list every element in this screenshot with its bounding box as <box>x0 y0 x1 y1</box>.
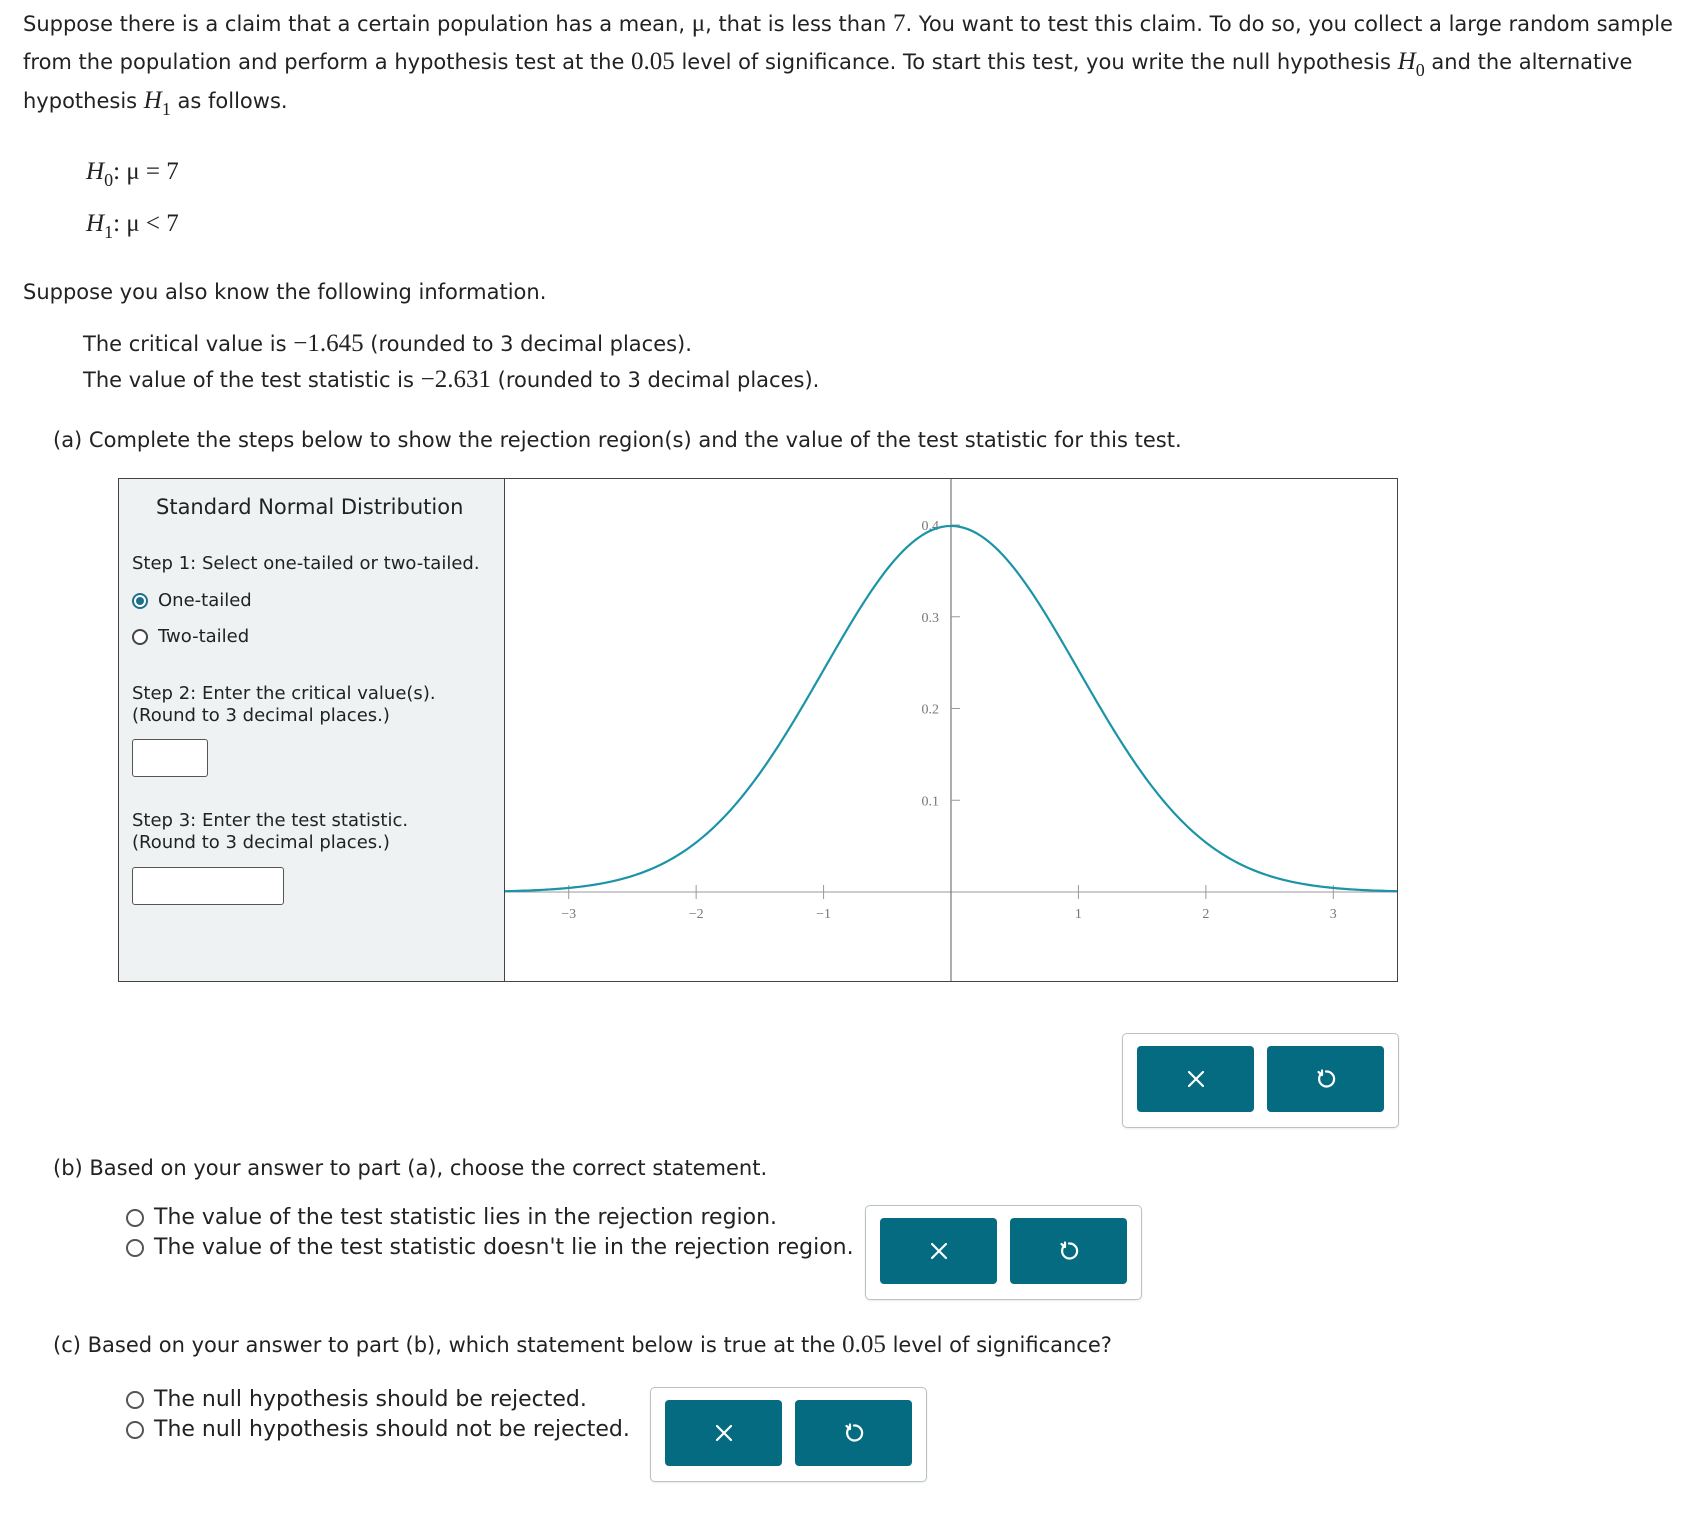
clear-button[interactable] <box>880 1218 997 1284</box>
x-tick-label: 3 <box>1329 907 1337 922</box>
part-c-radio-1[interactable] <box>126 1391 144 1409</box>
x-tick-label: 2 <box>1202 907 1210 922</box>
two-tailed-option[interactable]: Two-tailed <box>132 626 249 647</box>
reset-button[interactable] <box>795 1400 912 1466</box>
clear-button[interactable] <box>665 1400 782 1466</box>
normal-distribution-tool <box>118 478 1398 982</box>
x-tick-label: −2 <box>688 907 704 922</box>
x-tick-marks <box>561 885 1337 922</box>
undo-icon <box>1315 1068 1337 1090</box>
x-tick-label: −1 <box>816 907 832 922</box>
close-icon <box>929 1241 949 1261</box>
undo-icon <box>843 1422 865 1444</box>
two-tailed-radio[interactable] <box>132 629 148 645</box>
part-b-button-group <box>865 1205 1142 1300</box>
one-tailed-option[interactable]: One-tailed <box>132 590 252 611</box>
part-b-radio-1[interactable] <box>126 1209 144 1227</box>
step3-hint: (Round to 3 decimal places.) <box>132 832 390 853</box>
part-c-button-group <box>650 1387 927 1482</box>
test-statistic-input[interactable] <box>132 867 284 905</box>
x-tick-label: 1 <box>1074 907 1082 922</box>
part-a-button-group <box>1122 1033 1399 1128</box>
step1-label: Step 1: Select one-tailed or two-tailed. <box>132 553 480 574</box>
clear-button[interactable] <box>1137 1046 1254 1112</box>
part-c-prompt: (c) Based on your answer to part (b), which statement below is true at the 0.05 level of significance? <box>53 1331 1112 1358</box>
critical-value-info: The critical value is −1.645 (rounded to 3 decimal places). <box>83 330 692 357</box>
null-hypothesis: $H_0$: μ = 7 <box>86 158 179 190</box>
known-info-intro: Suppose you also know the following information. <box>23 280 547 304</box>
panel-title: Standard Normal Distribution <box>156 495 464 519</box>
y-tick-label: 0.2 <box>921 702 939 718</box>
step2-hint: (Round to 3 decimal places.) <box>132 705 390 726</box>
reset-button[interactable] <box>1267 1046 1384 1112</box>
part-c-option-reject[interactable]: The null hypothesis should be rejected. <box>126 1387 587 1412</box>
close-icon <box>714 1423 734 1443</box>
step3-label: Step 3: Enter the test statistic. <box>132 810 409 831</box>
part-b-option-lies[interactable]: The value of the test statistic lies in the rejection region. <box>126 1205 777 1230</box>
normal-curve-graph[interactable] <box>505 479 1397 981</box>
part-c-radio-2[interactable] <box>126 1421 144 1439</box>
close-icon <box>1186 1069 1206 1089</box>
y-tick-marks <box>922 519 961 809</box>
alternative-hypothesis: $H_1$: μ < 7 <box>86 210 179 242</box>
problem-intro: Suppose there is a claim that a certain population has a mean, μ, that is less than 7. You want to test this claim. To do so, you collect a large random sample from the population and perform a hypothesis test at the 0.05 level of significance. To start this test, you write the null hypothesis H0 and the alternative hypothesis H1 as follows. <box>23 10 1673 119</box>
step2-label: Step 2: Enter the critical value(s). <box>132 683 436 704</box>
test-statistic-info: The value of the test statistic is −2.631 (rounded to 3 decimal places). <box>83 366 820 393</box>
part-b-option-not-lies[interactable]: The value of the test statistic doesn't lie in the rejection region. <box>126 1235 854 1260</box>
reset-button[interactable] <box>1010 1218 1127 1284</box>
y-tick-label: 0.4 <box>921 519 939 534</box>
part-b-radio-2[interactable] <box>126 1239 144 1257</box>
y-tick-label: 0.3 <box>921 610 939 626</box>
y-tick-label: 0.1 <box>921 794 939 810</box>
x-tick-label: −3 <box>561 907 577 922</box>
part-c-option-not-reject[interactable]: The null hypothesis should not be rejected. <box>126 1417 630 1442</box>
tool-steps-panel <box>119 479 505 981</box>
one-tailed-radio[interactable] <box>132 593 148 609</box>
critical-value-input[interactable] <box>132 739 208 777</box>
part-a-prompt: (a) Complete the steps below to show the rejection region(s) and the value of the test statistic for this test. <box>53 428 1182 452</box>
part-b-prompt: (b) Based on your answer to part (a), choose the correct statement. <box>53 1156 768 1180</box>
undo-icon <box>1058 1240 1080 1262</box>
